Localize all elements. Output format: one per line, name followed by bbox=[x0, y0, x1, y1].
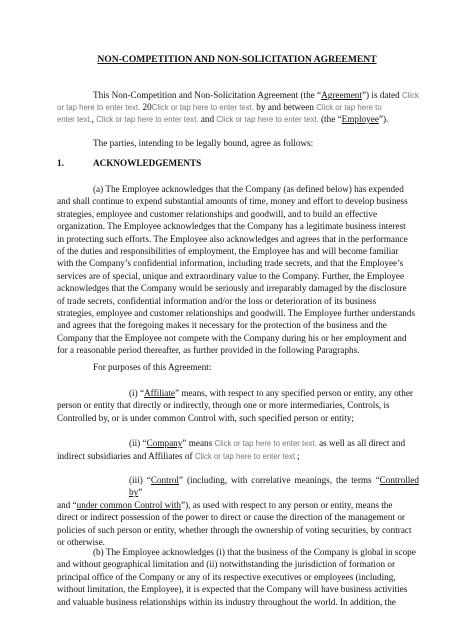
intro-line-2: or tap here to enter text. 20Click or tap here to enter text. by and between Click or tap here to bbox=[57, 102, 382, 112]
paragraph-a-line: in protecting such efforts. The Employee also acknowledges and agrees that in the performance bbox=[57, 233, 408, 244]
paragraph-a-line: of trade secrets, confidential information and/or the loss or deterioration of its business bbox=[57, 295, 377, 306]
control-term: Control bbox=[150, 475, 179, 485]
section-number: 1. bbox=[57, 158, 64, 168]
paragraph-a-line: services are of special, unique and extraordinary value to the Company. Further, the Employee bbox=[57, 270, 405, 281]
paragraph-a-line: strategies, employee and customer relationships and goodwill. The Employee further understands bbox=[57, 308, 416, 319]
parties-statement: The parties, intending to be legally bound, agree as follows: bbox=[93, 138, 314, 148]
party-placeholder-2[interactable]: Click or tap here to enter text. bbox=[96, 115, 199, 124]
paragraph-a-line: acknowledges that the Company would be seriously and irreparably damaged by the disclosure bbox=[57, 283, 407, 294]
paragraph-a-line: for a reasonable period thereafter, as further provided in the following Paragraphs. bbox=[57, 345, 360, 356]
document-title: NON-COMPETITION AND NON-SOLICITATION AGREEMENT bbox=[97, 54, 377, 65]
intro-line-3: enter text., Click or tap here to enter text. and Click or tap here to enter text. (the “Employee”). bbox=[57, 114, 389, 124]
section-heading: ACKNOWLEDGEMENTS bbox=[93, 158, 202, 168]
paragraph-b-line: without limitation, the Employee), it is expected that the Company will have business activities bbox=[57, 584, 408, 595]
company-name-placeholder[interactable]: Click or tap here to enter text. bbox=[214, 439, 317, 448]
date-placeholder-1[interactable]: Click bbox=[402, 91, 419, 100]
intro-line-1: This Non-Competition and Non-Solicitation Agreement (the “Agreement”) is dated Click bbox=[93, 90, 419, 100]
common-control-term: under common Control with bbox=[76, 499, 182, 510]
paragraph-b-line: and without geographical limitation and (ii) notwithstanding the jurisdiction of formation or bbox=[57, 559, 396, 570]
party-placeholder-1[interactable]: Click or tap here to bbox=[316, 103, 382, 112]
paragraph-a-line: and agrees that the foregoing makes it necessary for the protection of the business and the bbox=[57, 320, 387, 331]
definition-company: (ii) “Company” means Click or tap here to enter text. as well as all direct and indirect subsidiaries and Affiliates of Click or tap here to enter text.; bbox=[57, 438, 406, 462]
paragraph-a-line: and shall continue to expend substantial amounts of time, money and effort to develop business bbox=[57, 196, 408, 207]
affiliates-placeholder[interactable]: Click or tap here to enter text. bbox=[194, 452, 298, 462]
paragraph-a-line: strategies, employee and customer relationships and goodwill, and to build an effective bbox=[57, 208, 378, 219]
employee-term: Employee bbox=[341, 114, 379, 124]
party-placeholder-1-cont[interactable]: enter text. bbox=[57, 115, 92, 124]
paragraph-b bbox=[57, 546, 419, 608]
company-term: Company bbox=[146, 438, 183, 448]
agreement-term: Agreement bbox=[321, 90, 362, 100]
employee-name-placeholder[interactable]: Click or tap here to enter text. bbox=[216, 115, 319, 124]
paragraph-b-line: (b) The Employee acknowledges (i) that the business of the Company is global in scope bbox=[93, 547, 416, 557]
paragraph-a-line: organization. The Employee acknowledges that the Company has a legitimate business interest bbox=[57, 221, 406, 232]
definition-control: (iii) “Control” (including, with correlative meanings, the terms “Controlled by” and “under common Control with”), as used with respect to any person or entity, means the direct or indirect possession of the power to direct or cause the direction of the management or policies of such person or entity, whether through the ownership of voting securities, by contract or otherwise. bbox=[57, 475, 419, 548]
date-placeholder-1-cont[interactable]: or tap here to enter text. bbox=[57, 103, 141, 112]
year-placeholder[interactable]: Click or tap here to enter text. bbox=[151, 103, 254, 112]
paragraph-a-line: of the duties and responsibilities of employment, the Employee has and will become familiar bbox=[57, 246, 399, 257]
paragraph-a-line: Company that the Employee not compete with the Company during his or her employment and bbox=[57, 332, 407, 343]
purposes-line: For purposes of this Agreement: bbox=[93, 362, 212, 372]
controlled-by-term: Controlled by bbox=[129, 475, 419, 498]
paragraph-b-line: and valuable business relationships within its industry throughout the world. In addition, the bbox=[57, 596, 396, 607]
paragraph-a-line: with the Company’s confidential information, including trade secrets, and that the Employee’s bbox=[57, 258, 404, 269]
paragraph-a-line: (a) The Employee acknowledges that the Company (as defined below) has expended bbox=[93, 184, 404, 194]
definition-affiliate: (i) “Affiliate” means, with respect to any specified person or entity, any other person or entity that directly or indirectly, through one or more intermediaries, Controls, is Controlled by, or is under common Control with, such specified person or entity; bbox=[57, 388, 413, 423]
affiliate-term: Affiliate bbox=[144, 388, 176, 398]
paragraph-b-line: principal office of the Company or any of its respective executives or employees (including, bbox=[57, 571, 396, 582]
paragraph-a bbox=[57, 183, 419, 357]
